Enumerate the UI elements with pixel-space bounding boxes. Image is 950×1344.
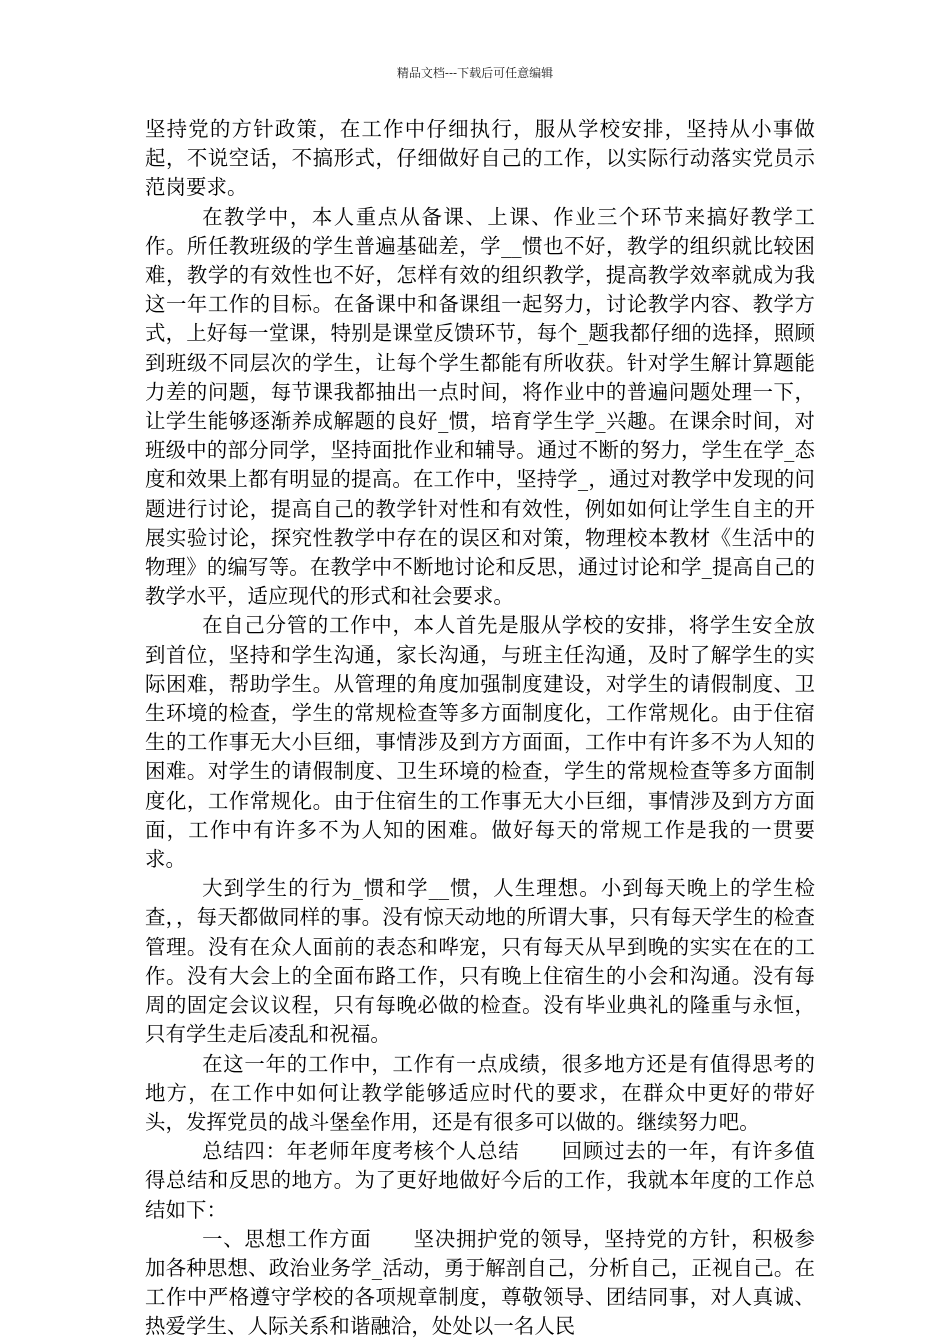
- document-body: [145, 115, 815, 1342]
- paragraph-3: 在自己分管的工作中，本人首先是服从学校的安排，将学生安全放到首位，坚持和学生沟通，家长沟通，与班主任沟通，及时了解学生的实际困难，帮助学生。从管理的角度加强制度建设，对学生的请假制度、卫生环境的检查，学生的常规检查等多方面制度化，工作常规化。由于住宿生的工作事无大小巨细，事情涉及到方方面面，工作中有许多不为人知的困难。对学生的请假制度、卫生环境的检查，学生的常规检查等多方面制度化，工作常规化。由于住宿生的工作事无大小巨细，事情涉及到方方面面，工作中有许多不为人知的困难。做好每天的常规工作是我的一贯要求。: [145, 613, 815, 872]
- page-header: 精品文档---下载后可任意编辑: [396, 66, 554, 80]
- paragraph-1: 坚持党的方针政策，在工作中仔细执行，服从学校安排，坚持从小事做起，不说空话，不搞形式，仔细做好自己的工作，以实际行动落实党员示范岗要求。: [145, 117, 815, 200]
- paragraph-4: 大到学生的行为_惯和学__惯，人生理想。小到每天晚上的学生检查，，每天都做同样的事。没有惊天动地的所谓大事，只有每天学生的检查管理。没有在众人面前的表态和哗宠，只有每天从早到晚的实实在在的工作。没有大会上的全面布路工作，只有晚上住宿生的小会和沟通。没有每周的固定会议议程，只有每晚必做的检查。没有毕业典礼的隆重与永恒，只有学生走后凌乱和祝福。: [145, 876, 815, 1047]
- paragraph-5: 在这一年的工作中，工作有一点成绩，很多地方还是有值得思考的地方，在工作中如何让教学能够适应时代的要求，在群众中更好的带好头，发挥党员的战斗堡垒作用，还是有很多可以做的。继续努力吧。: [145, 1051, 815, 1134]
- paragraph-7: 一、思想工作方面 坚决拥护党的领导，坚持党的方针，积极参加各种思想、政治业务学_活动，勇于解剖自己，分析自己，正视自己。在工作中严格遵守学校的各项规章制度，尊敬领导、团结同事，对人真诚、热爱学生、人际关系和谐融洽，处处以一名人民: [145, 1226, 815, 1339]
- paragraph-2: 在教学中，本人重点从备课、上课、作业三个环节来搞好教学工作。所任教班级的学生普遍基础差，学__惯也不好，教学的组织就比较困难，教学的有效性也不好，怎样有效的组织教学，提高教学效率就成为我这一年工作的目标。在备课中和备课组一起努力，讨论教学内容、教学方式，上好每一堂课，特别是课堂反馈环节，每个_题我都仔细的选择，照顾到班级不同层次的学生，让每个学生都能有所收获。针对学生解计算题能力差的问题，每节课我都抽出一点时间，将作业中的普遍问题处理一下，让学生能够逐渐养成解题的良好_惯，培育学生学_兴趣。在课余时间，对班级中的部分同学，坚持面批作业和辅导。通过不断的努力，学生在学_态度和效果上都有明显的提高。在工作中，坚持学_，通过对教学中发现的问题进行讨论，提高自己的教学针对性和有效性，例如如何让学生自主的开展实验讨论，探究性教学中存在的误区和对策，物理校本教材《生活中的物理》的编写等。在教学中不断地讨论和反思，通过讨论和学_提高自己的教学水平，适应现代的形式和社会要求。: [145, 204, 815, 609]
- paragraph-6: 总结四：年老师年度考核个人总结 回顾过去的一年，有许多值得总结和反思的地方。为了更好地做好今后的工作，我就本年度的工作总结如下：: [145, 1139, 815, 1222]
